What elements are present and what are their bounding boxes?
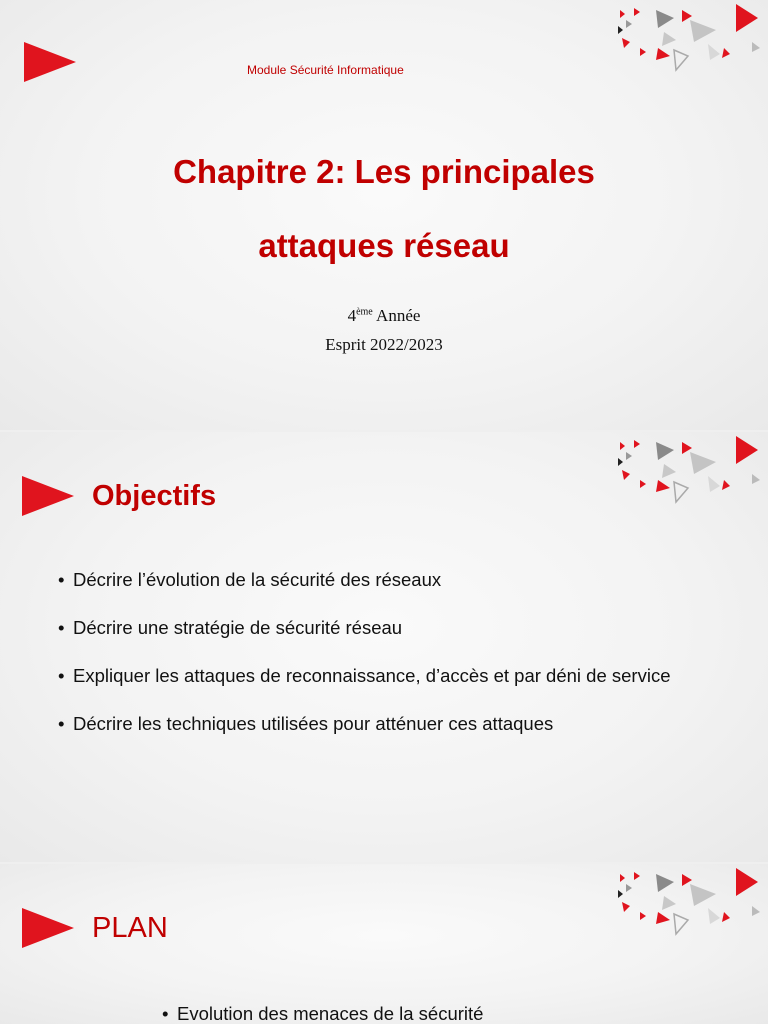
module-name: Module Sécurité Informatique [247, 63, 404, 77]
year-suffix: ème [356, 306, 373, 318]
slide-plan [0, 864, 768, 1024]
year-number: 4 [347, 306, 357, 325]
year-word: Année [376, 306, 421, 325]
list-item: • Expliquer les attaques de reconnaissance, d’accès et par déni de service [58, 665, 671, 686]
objectifs-list [58, 566, 671, 758]
triangle-pattern-decoration [612, 868, 768, 940]
list-item: • Décrire une stratégie de sécurité réseau [58, 617, 403, 638]
objectifs-heading: Objectifs [92, 480, 217, 512]
list-item-text: Décrire une stratégie de sécurité réseau [73, 617, 403, 638]
chapter-title-line2: attaques réseau [258, 227, 510, 264]
red-triangle-arrow-icon [22, 908, 74, 948]
school-year: Esprit 2022/2023 [325, 335, 443, 354]
list-item-text: Evolution des menaces de la sécurité [177, 1003, 484, 1024]
list-item-text: Décrire les techniques utilisées pour atténuer ces attaques [73, 713, 554, 734]
year-label [0, 306, 768, 326]
red-triangle-arrow-icon [24, 42, 76, 82]
triangle-pattern-decoration [612, 436, 768, 508]
plan-heading: PLAN [92, 912, 168, 944]
triangle-pattern-decoration [612, 4, 768, 76]
red-triangle-arrow-icon [22, 476, 74, 516]
list-item-text: Décrire l’évolution de la sécurité des réseaux [73, 569, 442, 590]
slide-objectifs [0, 432, 768, 862]
slide-title [0, 0, 768, 430]
list-item: • Décrire les techniques utilisées pour atténuer ces attaques [58, 713, 554, 734]
plan-list [162, 1000, 483, 1024]
list-item-text: Expliquer les attaques de reconnaissance, d’accès et par déni de service [73, 665, 671, 686]
list-item: • Décrire l’évolution de la sécurité des réseaux [58, 569, 442, 590]
chapter-title-line1: Chapitre 2: Les principales [173, 153, 595, 190]
list-item: • Evolution des menaces de la sécurité [162, 1003, 484, 1024]
